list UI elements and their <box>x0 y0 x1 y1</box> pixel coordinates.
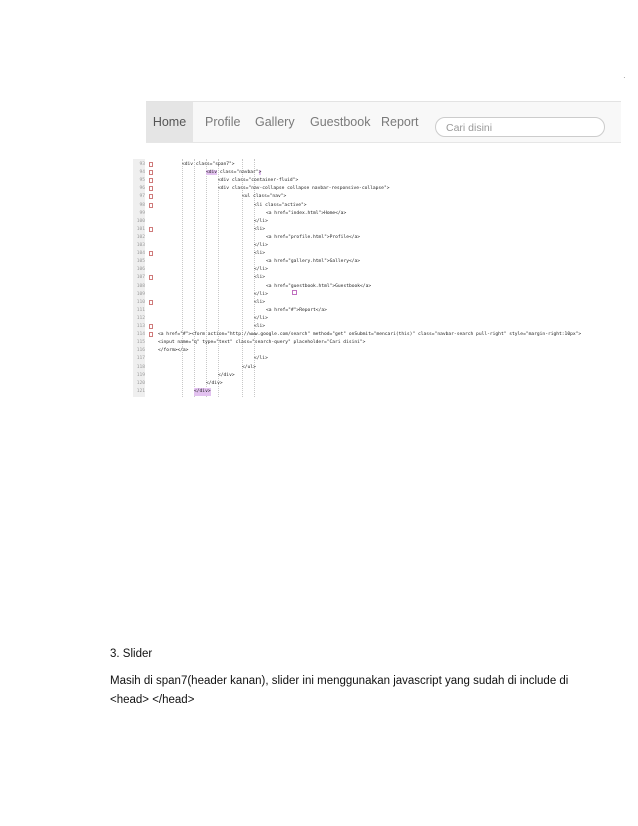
fold-marker-icon <box>149 178 153 183</box>
code-line <box>133 218 624 226</box>
code-line <box>133 323 624 331</box>
code-line <box>133 364 624 372</box>
section-heading: 3. Slider <box>110 648 153 660</box>
code-text: </li> <box>254 356 268 362</box>
nav-item-gallery: Gallery <box>255 115 295 129</box>
code-text: </ul> <box>242 364 256 370</box>
code-line <box>133 355 624 363</box>
code-text: <a href="profile.html">Profile</a> <box>266 234 361 240</box>
line-number: 104 <box>136 251 145 257</box>
code-text: <div class="navbar"> <box>206 170 262 176</box>
code-text: <div class="nav-collapse collapse navbar-responsive-collapse"> <box>218 186 390 192</box>
fold-marker-icon <box>149 300 153 305</box>
line-number: 96 <box>139 186 145 192</box>
code-line <box>133 380 624 388</box>
paragraph-line: <head> </head> <box>110 694 195 706</box>
paragraph-line: Masih di span7(header kanan), slider ini menggunakan javascript yang sudah di include di <box>110 675 569 687</box>
code-text: </div> <box>218 372 235 378</box>
line-number: 98 <box>139 202 145 208</box>
line-number: 95 <box>139 178 145 184</box>
line-number: 119 <box>136 372 145 378</box>
code-text: </form></a> <box>158 348 189 354</box>
code-line <box>133 193 624 201</box>
code-line <box>133 266 624 274</box>
code-line <box>133 283 624 291</box>
code-line <box>133 234 624 242</box>
fold-marker-icon <box>149 170 153 175</box>
code-editor-screenshot <box>133 159 624 397</box>
fold-marker-icon <box>149 203 153 208</box>
line-number: 115 <box>136 340 145 346</box>
fold-marker-icon <box>149 162 153 167</box>
nav-item-home: Home <box>146 102 193 142</box>
code-text: </li> <box>254 243 268 248</box>
code-text: </li> <box>254 267 268 273</box>
code-line <box>133 202 624 210</box>
code-line <box>133 185 624 193</box>
code-text: <a href="#">Report</a> <box>266 307 327 313</box>
fold-marker-icon <box>149 186 153 191</box>
line-number: 118 <box>136 364 145 370</box>
code-line <box>133 372 624 380</box>
code-text: <li> <box>254 299 266 305</box>
code-text: </li> <box>254 291 268 297</box>
line-number: 97 <box>139 194 145 200</box>
line-number: 94 <box>139 170 145 176</box>
code-line <box>133 226 624 234</box>
line-number: 109 <box>136 291 145 297</box>
search-input: Cari disini <box>435 117 605 137</box>
nav-item-guestbook: Guestbook <box>310 115 371 129</box>
code-line <box>133 169 624 177</box>
line-number: 113 <box>136 324 145 329</box>
code-line <box>133 242 624 250</box>
code-line <box>133 161 624 169</box>
code-line <box>133 258 624 266</box>
line-number: 121 <box>136 388 145 394</box>
code-line <box>133 210 624 218</box>
paragraph <box>110 672 569 710</box>
code-text: <li> <box>254 275 266 281</box>
code-text: <div class="container-fluid"> <box>218 178 299 184</box>
code-line <box>133 339 624 347</box>
line-number: 108 <box>136 283 145 289</box>
line-number: 102 <box>136 234 145 240</box>
line-number: 120 <box>136 380 145 386</box>
line-number: 114 <box>136 332 145 338</box>
code-line <box>133 177 624 185</box>
corner-mark: · <box>623 73 626 82</box>
code-line <box>133 315 624 323</box>
code-text: </li> <box>254 315 268 321</box>
code-text: <ul class="nav"> <box>242 194 287 200</box>
fold-marker-icon <box>149 227 153 232</box>
line-number: 112 <box>136 315 145 321</box>
line-number: 101 <box>136 226 145 232</box>
code-line <box>133 250 624 258</box>
line-number: 117 <box>136 356 145 362</box>
nav-item-report: Report <box>381 115 419 129</box>
code-text: <a href="guestbook.html">Guestbook</a> <box>266 283 372 289</box>
code-text: <input name="q" type="text" class="search-query" placeholder="Cari disini"> <box>158 340 366 346</box>
code-text: <li> <box>254 324 266 329</box>
line-number: 111 <box>136 307 145 313</box>
line-number: 107 <box>136 275 145 281</box>
line-number: 116 <box>136 348 145 354</box>
code-text: <li> <box>254 226 266 232</box>
fold-marker-icon <box>149 251 153 256</box>
line-number: 103 <box>136 243 145 248</box>
nav-item-profile: Profile <box>205 115 241 129</box>
code-line <box>133 299 624 307</box>
code-text: <li> <box>254 251 266 257</box>
code-text: <li class="active"> <box>254 202 307 208</box>
fold-marker-icon <box>149 275 153 280</box>
code-text: <div class="span7"> <box>182 162 235 167</box>
code-text: </div> <box>206 380 223 386</box>
line-number: 100 <box>136 218 145 224</box>
code-text: </div> <box>194 388 211 394</box>
fold-marker-icon <box>149 332 153 337</box>
navbar-screenshot <box>146 101 621 143</box>
line-number: 93 <box>139 162 145 167</box>
code-text: <a href="index.html">Home</a> <box>266 210 347 216</box>
code-line <box>133 291 624 299</box>
line-number: 105 <box>136 259 145 265</box>
code-line <box>133 388 624 396</box>
code-line <box>133 307 624 315</box>
code-text: <a href="#"><form action="http://www.google.com/search" method="get" onSubmit="mencari(this)" class="navbar-search pull-right" style="margin-right:10px"> <box>158 332 582 338</box>
code-line <box>133 331 624 339</box>
code-line <box>133 274 624 282</box>
code-line <box>133 347 624 355</box>
code-text: <a href="gallery.html">Gallery</a> <box>266 259 361 265</box>
line-number: 110 <box>136 299 145 305</box>
line-number: 106 <box>136 267 145 273</box>
code-text: </li> <box>254 218 268 224</box>
fold-marker-icon <box>149 324 153 329</box>
line-number: 99 <box>139 210 145 216</box>
fold-marker-icon <box>149 194 153 199</box>
